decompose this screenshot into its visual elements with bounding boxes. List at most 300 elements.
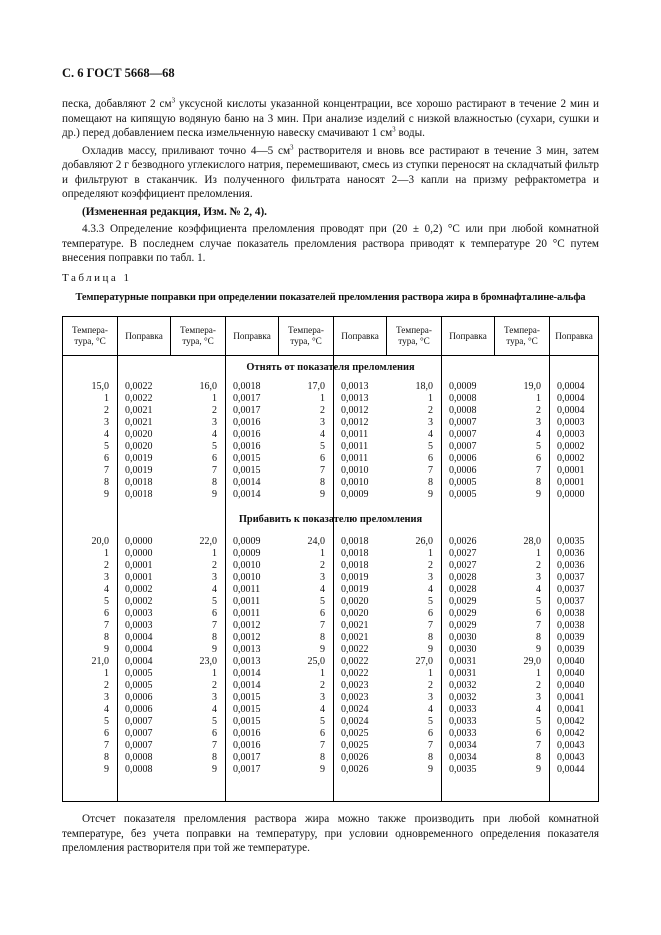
header-temp: Темпера-тура, °С [63,317,118,355]
correction-cell: 0,0037 [557,572,585,583]
correction-cell: 0,0001 [125,572,153,583]
correction-cell: 0,0024 [341,704,369,715]
temperature-cell: 22,0 [199,536,217,547]
correction-cell: 0,0027 [449,548,477,559]
temperature-cell: 6 [536,728,541,739]
correction-cell: 0,0006 [125,692,153,703]
header-correction: Поправка [442,317,495,355]
temperature-cell: 9 [428,764,433,775]
correction-cell: 0,0011 [341,429,369,440]
correction-cell: 0,0039 [557,632,585,643]
temperature-cell: 9 [536,644,541,655]
correction-cell: 0,0011 [233,596,261,607]
correction-cell: 0,0006 [449,465,477,476]
correction-cell: 0,0015 [233,704,261,715]
temperature-cell: 3 [428,417,433,428]
correction-cell: 0,0024 [341,716,369,727]
correction-cell: 0,0002 [125,584,153,595]
temperature-cell: 4 [104,584,109,595]
temperature-cell: 1 [212,548,217,559]
temperature-cell: 3 [104,692,109,703]
correction-cell: 0,0037 [557,596,585,607]
temperature-cell: 2 [320,560,325,571]
temperature-cell: 7 [428,740,433,751]
table-label: Таблица 1 [62,272,132,284]
temperature-cell: 21,0 [91,656,109,667]
correction-cell: 0,0021 [125,405,153,416]
temperature-cell: 2 [320,405,325,416]
temperature-cell: 4 [320,704,325,715]
temperature-cell: 27,0 [415,656,433,667]
correction-cell: 0,0013 [341,381,369,392]
temperature-cell: 3 [536,417,541,428]
temperature-cell: 5 [104,596,109,607]
correction-cell: 0,0038 [557,620,585,631]
temperature-cell: 5 [536,716,541,727]
temperature-cell: 3 [428,692,433,703]
temperature-cell: 29,0 [523,656,541,667]
temperature-cell: 8 [428,752,433,763]
correction-cell: 0,0008 [449,405,477,416]
correction-cell: 0,0004 [125,656,153,667]
header-correction: Поправка [555,330,593,341]
correction-cell: 0,0022 [125,393,153,404]
temperature-cell: 8 [320,752,325,763]
temperature-cell: 2 [104,680,109,691]
temperature-cell: 20,0 [91,536,109,547]
temperature-cell: 8 [428,477,433,488]
temperature-cell: 3 [212,572,217,583]
correction-cell: 0,0043 [557,740,585,751]
temperature-cell: 6 [320,453,325,464]
temperature-cell: 1 [320,668,325,679]
temperature-cell: 1 [536,393,541,404]
temperature-cell: 7 [428,620,433,631]
correction-cell: 0,0009 [341,489,369,500]
correction-cell: 0,0035 [449,764,477,775]
correction-cell: 0,0022 [341,644,369,655]
correction-cell: 0,0031 [449,668,477,679]
temperature-cell: 6 [212,453,217,464]
temperature-column [69,536,109,776]
correction-cell: 0,0032 [449,680,477,691]
correction-cell: 0,0005 [449,477,477,488]
correction-cell: 0,0007 [449,441,477,452]
correction-cell: 0,0011 [341,453,369,464]
correction-cell: 0,0010 [233,560,261,571]
temperature-cell: 9 [428,489,433,500]
correction-column [341,381,387,501]
correction-cell: 0,0013 [341,393,369,404]
temperature-cell: 2 [536,680,541,691]
temperature-cell: 3 [320,692,325,703]
temperature-cell: 2 [428,680,433,691]
correction-cell: 0,0004 [125,632,153,643]
correction-cell: 0,0007 [449,429,477,440]
correction-cell: 0,0042 [557,728,585,739]
correction-cell: 0,0016 [233,417,261,428]
temperature-cell: 6 [212,608,217,619]
temperature-cell: 4 [536,429,541,440]
temperature-cell: 24,0 [307,536,325,547]
temperature-cell: 3 [212,417,217,428]
temperature-cell: 9 [212,489,217,500]
correction-cell: 0,0026 [341,752,369,763]
correction-cell: 0,0029 [449,608,477,619]
correction-cell: 0,0033 [449,704,477,715]
correction-cell: 0,0006 [449,453,477,464]
correction-cell: 0,0036 [557,548,585,559]
temperature-column [501,381,541,501]
temperature-cell: 5 [212,596,217,607]
correction-cell: 0,0021 [125,417,153,428]
temperature-cell: 9 [536,764,541,775]
temperature-cell: 8 [104,752,109,763]
temperature-cell: 6 [104,608,109,619]
correction-cell: 0,0043 [557,752,585,763]
temperature-cell: 9 [536,489,541,500]
temperature-cell: 1 [104,548,109,559]
temperature-cell: 8 [212,477,217,488]
header-temp: Темпера-тура, °С [387,317,442,355]
footer-text [62,812,599,856]
temperature-cell: 7 [320,740,325,751]
correction-cell: 0,0034 [449,740,477,751]
correction-cell: 0,0003 [557,429,585,440]
footer-paragraph: Отсчет показателя преломления раствора жира можно также производить при любой комнатной температуре, без учета поправки на температуру, при условии одновременного определения показателя преломления растворителя при той же температуре. [62,813,599,854]
correction-cell: 0,0018 [341,560,369,571]
correction-cell: 0,0016 [233,728,261,739]
correction-cell: 0,0026 [341,764,369,775]
temperature-cell: 2 [428,560,433,571]
correction-cell: 0,0025 [341,728,369,739]
temperature-column [501,536,541,776]
paragraph-4-3-3: 4.3.3 Определение коэффициента преломления проводят при (20 ± 0,2) °С или при любой комнатной температуре. В последнем случае показатель преломления раствора приводят к температуре 20 °С путем внесения поправки по табл. 1. [62,223,599,264]
correction-cell: 0,0015 [233,465,261,476]
correction-cell: 0,0014 [233,668,261,679]
correction-cell: 0,0011 [233,608,261,619]
correction-cell: 0,0033 [449,716,477,727]
correction-cell: 0,0012 [341,405,369,416]
correction-cell: 0,0015 [233,692,261,703]
correction-cell: 0,0004 [557,393,585,404]
correction-column [341,536,387,776]
temperature-cell: 3 [320,572,325,583]
correction-cell: 0,0014 [233,477,261,488]
correction-cell: 0,0040 [557,668,585,679]
correction-cell: 0,0016 [233,441,261,452]
correction-cell: 0,0009 [233,536,261,547]
correction-cell: 0,0023 [341,680,369,691]
body-text [62,97,599,266]
temperature-column [177,381,217,501]
correction-cell: 0,0008 [125,764,153,775]
temperature-cell: 9 [104,489,109,500]
temperature-cell: 9 [428,644,433,655]
correction-cell: 0,0003 [125,620,153,631]
correction-cell: 0,0030 [449,644,477,655]
correction-cell: 0,0004 [557,405,585,416]
temperature-cell: 7 [536,465,541,476]
correction-cell: 0,0004 [557,381,585,392]
correction-column [449,381,495,501]
temperature-cell: 9 [212,644,217,655]
temperature-cell: 5 [536,441,541,452]
correction-cell: 0,0031 [449,656,477,667]
correction-cell: 0,0018 [125,477,153,488]
correction-cell: 0,0016 [233,429,261,440]
correction-cell: 0,0040 [557,656,585,667]
temperature-cell: 6 [428,608,433,619]
correction-cell: 0,0014 [233,680,261,691]
correction-cell: 0,0011 [233,584,261,595]
temperature-cell: 4 [428,704,433,715]
temperature-cell: 2 [212,560,217,571]
temperature-cell: 19,0 [523,381,541,392]
temperature-cell: 1 [212,668,217,679]
temperature-cell: 18,0 [415,381,433,392]
correction-cell: 0,0001 [125,560,153,571]
correction-cell: 0,0007 [449,417,477,428]
correction-cell: 0,0011 [341,441,369,452]
correction-cell: 0,0033 [449,728,477,739]
correction-cell: 0,0027 [449,560,477,571]
temperature-cell: 9 [104,644,109,655]
column-divider [333,355,334,801]
temperature-cell: 7 [212,620,217,631]
temperature-cell: 4 [212,429,217,440]
temperature-cell: 8 [536,477,541,488]
temperature-cell: 9 [320,644,325,655]
temperature-cell: 4 [212,704,217,715]
correction-column [125,536,171,776]
temperature-cell: 1 [212,393,217,404]
temperature-cell: 2 [536,405,541,416]
correction-cell: 0,0041 [557,692,585,703]
correction-cell: 0,0001 [557,477,585,488]
temperature-column [69,381,109,501]
correction-cell: 0,0005 [125,668,153,679]
correction-cell: 0,0012 [233,620,261,631]
correction-cell: 0,0019 [341,572,369,583]
temperature-cell: 1 [428,668,433,679]
header-temp: Темпера-тура, °С [495,317,550,355]
temperature-column [285,536,325,776]
temperature-cell: 6 [104,453,109,464]
temperature-cell: 5 [428,441,433,452]
correction-cell: 0,0005 [449,489,477,500]
correction-cell: 0,0013 [233,644,261,655]
temperature-cell: 4 [320,429,325,440]
column-divider [441,355,442,801]
correction-cell: 0,0023 [341,692,369,703]
correction-cell: 0,0022 [341,656,369,667]
temperature-cell: 4 [428,429,433,440]
temperature-cell: 1 [536,548,541,559]
temperature-cell: 7 [536,620,541,631]
correction-cell: 0,0009 [233,548,261,559]
temperature-cell: 4 [104,429,109,440]
header-correction: Поправка [226,317,279,355]
correction-table [62,316,599,802]
temperature-cell: 8 [212,632,217,643]
temperature-cell: 5 [104,441,109,452]
correction-cell: 0,0000 [557,489,585,500]
correction-column [233,381,279,501]
temperature-cell: 1 [320,393,325,404]
correction-cell: 0,0012 [233,632,261,643]
revision-note: (Измененная редакция, Изм. № 2, 4). [82,205,267,218]
correction-cell: 0,0003 [125,608,153,619]
correction-cell: 0,0008 [125,752,153,763]
correction-cell: 0,0020 [341,596,369,607]
correction-cell: 0,0017 [233,405,261,416]
correction-cell: 0,0019 [125,453,153,464]
temperature-cell: 3 [536,692,541,703]
temperature-cell: 3 [320,417,325,428]
temperature-cell: 1 [104,668,109,679]
correction-cell: 0,0028 [449,584,477,595]
correction-cell: 0,0004 [125,644,153,655]
temperature-cell: 17,0 [307,381,325,392]
correction-column [233,536,279,776]
temperature-cell: 6 [536,608,541,619]
correction-cell: 0,0020 [125,441,153,452]
temperature-cell: 3 [428,572,433,583]
correction-cell: 0,0029 [449,596,477,607]
temperature-cell: 8 [428,632,433,643]
correction-cell: 0,0037 [557,584,585,595]
temperature-cell: 6 [320,608,325,619]
temperature-cell: 7 [428,465,433,476]
temperature-cell: 23,0 [199,656,217,667]
temperature-cell: 3 [104,572,109,583]
correction-cell: 0,0000 [125,548,153,559]
temperature-cell: 6 [212,728,217,739]
temperature-cell: 8 [104,477,109,488]
correction-cell: 0,0013 [233,656,261,667]
temperature-cell: 6 [428,453,433,464]
temperature-cell: 1 [104,393,109,404]
correction-cell: 0,0002 [125,596,153,607]
correction-cell: 0,0015 [233,716,261,727]
temperature-cell: 2 [212,405,217,416]
correction-cell: 0,0006 [125,704,153,715]
correction-cell: 0,0032 [449,692,477,703]
correction-cell: 0,0028 [449,572,477,583]
correction-cell: 0,0019 [341,584,369,595]
temperature-cell: 7 [212,740,217,751]
page-header: С. 6 ГОСТ 5668—68 [62,66,175,80]
temperature-column [285,381,325,501]
correction-cell: 0,0003 [557,417,585,428]
header-correction: Поправка [334,317,387,355]
temperature-cell: 9 [212,764,217,775]
correction-cell: 0,0018 [341,548,369,559]
temperature-cell: 7 [320,620,325,631]
temperature-cell: 7 [320,465,325,476]
correction-cell: 0,0010 [341,465,369,476]
correction-cell: 0,0030 [449,632,477,643]
correction-cell: 0,0016 [233,740,261,751]
temperature-cell: 2 [320,680,325,691]
temperature-cell: 4 [536,584,541,595]
section-add-title: Прибавить к показателю преломления [238,514,423,525]
temperature-cell: 28,0 [523,536,541,547]
temperature-cell: 5 [320,596,325,607]
temperature-cell: 8 [536,752,541,763]
correction-cell: 0,0029 [449,620,477,631]
correction-cell: 0,0000 [125,536,153,547]
correction-cell: 0,0038 [557,608,585,619]
correction-cell: 0,0020 [125,429,153,440]
temperature-cell: 2 [428,405,433,416]
temperature-cell: 3 [104,417,109,428]
correction-cell: 0,0001 [557,465,585,476]
correction-column [125,381,171,501]
temperature-cell: 2 [104,560,109,571]
correction-cell: 0,0035 [557,536,585,547]
temperature-cell: 4 [320,584,325,595]
correction-cell: 0,0007 [125,740,153,751]
correction-cell: 0,0021 [341,620,369,631]
correction-cell: 0,0015 [233,453,261,464]
table-header-row [63,317,598,356]
column-divider [117,355,118,801]
correction-cell: 0,0026 [449,536,477,547]
temperature-cell: 5 [536,596,541,607]
temperature-cell: 16,0 [199,381,217,392]
temperature-cell: 5 [428,596,433,607]
temperature-cell: 3 [536,572,541,583]
correction-cell: 0,0017 [233,752,261,763]
temperature-cell: 6 [536,453,541,464]
temperature-cell: 7 [104,740,109,751]
temperature-cell: 8 [104,632,109,643]
temperature-cell: 9 [320,489,325,500]
temperature-cell: 9 [320,764,325,775]
correction-cell: 0,0039 [557,644,585,655]
section-subtract-title: Отнять от показателя преломления [246,362,415,373]
temperature-cell: 8 [320,632,325,643]
correction-cell: 0,0021 [341,632,369,643]
temperature-cell: 25,0 [307,656,325,667]
temperature-column [393,536,433,776]
correction-cell: 0,0018 [341,536,369,547]
temperature-cell: 6 [428,728,433,739]
temperature-cell: 4 [428,584,433,595]
header-correction: Поправка [118,317,171,355]
paragraph-1: песка, добавляют 2 $см^3$ уксусной кислоты указанной концентрации, все хорошо растирают в течение 2 мин и помещают на кипящую водяную баню на 3 мин. При анализе изделий с низкой влажностью (сухари, сушки и др.) перед добавлением песка измельченную навеску смачивают 1 $см^3$ воды. [62,96,599,139]
correction-cell: 0,0005 [125,680,153,691]
temperature-cell: 2 [104,405,109,416]
correction-cell: 0,0018 [233,381,261,392]
temperature-cell: 1 [320,548,325,559]
temperature-cell: 5 [320,716,325,727]
temperature-cell: 5 [320,441,325,452]
correction-cell: 0,0010 [233,572,261,583]
correction-cell: 0,0020 [341,608,369,619]
correction-cell: 0,0025 [341,740,369,751]
temperature-cell: 7 [536,740,541,751]
correction-cell: 0,0019 [125,465,153,476]
correction-cell: 0,0017 [233,393,261,404]
column-divider [225,355,226,801]
correction-cell: 0,0018 [125,489,153,500]
correction-cell: 0,0022 [341,668,369,679]
temperature-cell: 26,0 [415,536,433,547]
correction-cell: 0,0034 [449,752,477,763]
